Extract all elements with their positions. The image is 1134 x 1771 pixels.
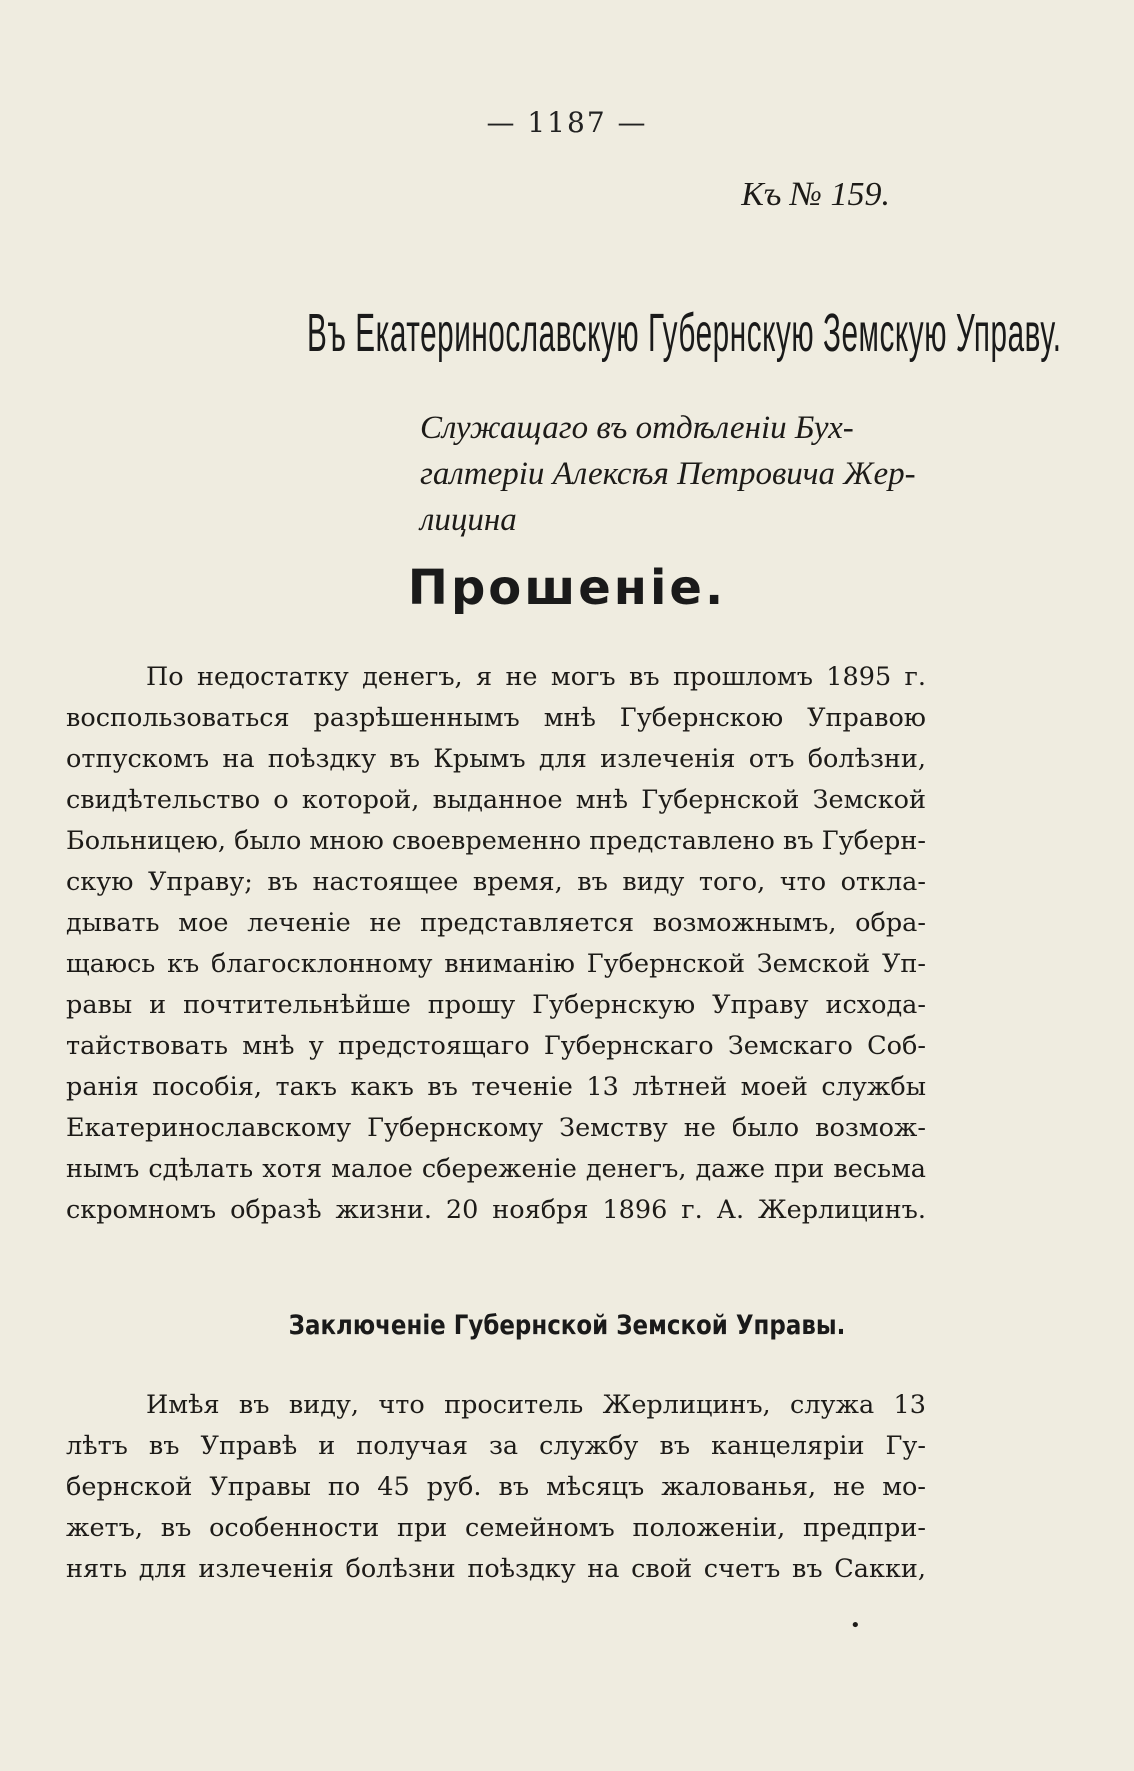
text-line: лѣтъ въ Управѣ и получая за службу въ канцеляріи Гу- [66, 1431, 926, 1461]
text-line: По недостатку денегъ, я не могъ въ прошломъ 1895 г. [146, 662, 926, 692]
text-line: ранія пособія, такъ какъ въ теченіе 13 лѣтней моей службы [66, 1072, 926, 1102]
text-line: бернской Управы по 45 руб. въ мѣсяцъ жалованья, не мо- [66, 1472, 926, 1502]
text-line: тайствовать мнѣ у предстоящаго Губернскаго Земскаго Соб- [66, 1031, 926, 1061]
footer-mark: • [850, 1615, 861, 1636]
text-line: щаюсь къ благосклонному вниманію Губернской Земской Уп- [66, 949, 926, 979]
text-line: отпускомъ на поѣздку въ Крымъ для излеченія отъ болѣзни, [66, 744, 926, 774]
sender-line: Служащаго въ отдѣленіи Бух- [420, 410, 854, 446]
sender-line: галтеріи Алексѣя Петровича Жер- [420, 456, 916, 492]
text-line: Екатеринославскому Губернскому Земству не было возмож- [66, 1113, 926, 1143]
document-reference: Къ № 159. [741, 176, 890, 213]
text-line: Имѣя въ виду, что проситель Жерлицинъ, служа 13 [146, 1390, 926, 1420]
text-line: Больницею, было мною своевременно представлено въ Губерн- [66, 826, 926, 856]
text-line: жетъ, въ особенности при семейномъ положеніи, предпри- [66, 1513, 926, 1543]
sender-line: лицина [420, 502, 517, 538]
text-line: свидѣтельство о которой, выданное мнѣ Губернской Земской [66, 785, 926, 815]
text-line: воспользоваться разрѣшеннымъ мнѣ Губернскою Управою [66, 703, 926, 733]
text-line: нымъ сдѣлать хотя малое сбереженіе денегъ, даже при весьма [66, 1154, 926, 1184]
page-number: — 1187 — [486, 106, 648, 139]
conclusion-paragraph [66, 1385, 926, 1590]
text-line: скромномъ образѣ жизни. 20 ноября 1896 г. А. Жерлицинъ. [66, 1195, 926, 1225]
text-line: дывать мое леченіе не представляется возможнымъ, обра- [66, 908, 926, 938]
conclusion-heading: Заключеніе Губернской Земской Управы. [288, 1310, 846, 1341]
sender-block [420, 405, 950, 543]
document-title: Прошеніе. [407, 560, 727, 616]
text-line: равы и почтительнѣйше прошу Губернскую Управу исхода- [66, 990, 926, 1020]
text-line: нять для излеченія болѣзни поѣздку на свой счетъ въ Сакки, [66, 1554, 926, 1584]
text-line: скую Управу; въ настоящее время, въ виду того, что откла- [66, 867, 926, 897]
petition-paragraph [66, 657, 926, 1231]
addressee-heading: Въ Екатеринославскую Губернскую Земскую Управу. [307, 303, 1062, 363]
